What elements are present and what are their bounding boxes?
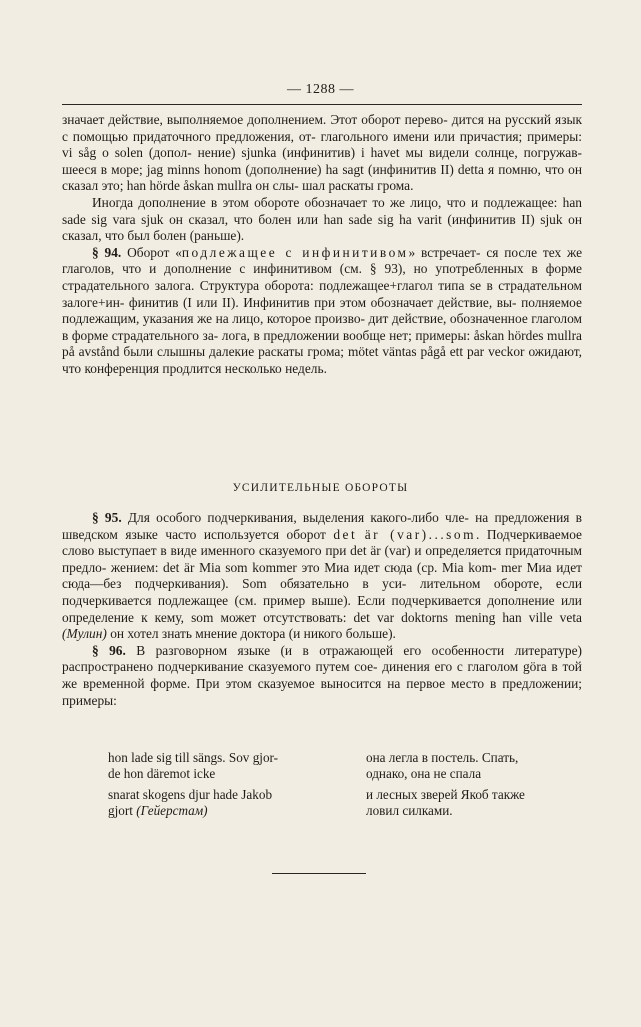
example-row [108,787,588,820]
section-number: § 95. [92,510,122,525]
spaced-term: är (var)...som [364,526,476,542]
section-title: УСИЛИТЕЛЬНЫЕ ОБОРОТЫ [232,482,409,494]
body-text-lower [62,510,582,709]
section-number: § 94. [92,244,122,260]
example-russian: она легла в постель. Спать, однако, она не спала [366,750,519,782]
example-russian: и лесных зверей Якоб также ловил силками. [366,786,525,819]
paragraph-2: Иногда дополнение в этом обороте обозначает то же лицо, что и подлежащее: han sade sig vara sjuk он сказал, что болен или han sade sig ha varit (инфинитив II) sjuk он сказал, что был болен (раньше). [62,194,582,244]
section-number: § 96. [92,642,126,658]
paragraph-95: § 95. Для особого подчеркивания, выделения какого-либо чле- на предложения в шведском языке часто используется оборот det är (var)...som. Подчеркиваемое слово выступает в виде именного сказуемого при det är (var) и определяется придаточным предло- жением: det är Mia som kommer это Миа идет сюда (ср. Mia kom- mer Миа идет сюда—без подчеркивания). Som обязательно в уси- лительном обороте, если подчеркивается подлежащее (см. пример выше). Если подчеркивается дополнение или определение к кему, som может отсутствовать: det var doktorns mening han ville veta (Мулин) он хотел знать мнение доктора (и никого больше). [62,510,583,642]
example-row [108,750,588,783]
examples-table [108,750,588,824]
paragraph-96: § 96. В разговорном языке (и в отражающей его особенности литературе) распространено подчеркивание сказуемого путем сое- динения его с глаголом göra в той же временной форме. При этом сказуемое выносится на первое место в предложении; примеры: [62,642,582,708]
example-swedish: hon lade sig till sängs. Sov gjor- de hon däremot icke [108,750,279,782]
paragraph-94: § 94. Оборот «подлежащее с инфинитивом» встречает- ся после тех же глаголов, что и дополнение с инфинитивом (см. § 93), но употребленных в форме страдательного залога. Структура оборота: подлежащее+глагол типа se в страдательном залоге+ин- финитив (I или II). Инфинитив при этом обозначает действие, вы- полняемое подлежащим, указания же на лицо, которое произво- дит действие, обозначенное глаголом в форме страдательного за- лога, в предложении вообще нет; примеры: åskan hördes mullra på avstånd были слышны далекие раскаты грома; mötet väntas pågå ett par veckor ожидают, что конференция продлится несколько недель. [62,244,583,376]
closing-rule [272,873,366,874]
header-rule [62,104,582,105]
paragraph-1: значает действие, выполняемое дополнением. Этот оборот перево- дится на русский язык с помощью придаточного предложения, от- глагольного имени или причастия; примеры: vi såg o solen (допол- нение) sjunka (инфинитив) i havet мы видели солнце, погружав- шееся в море; jag minns honom (дополнение) ha sagt (инфинитив II) detta я помню, что он сказал это; han hörde åskan mullra он слы- шал раскаты грома. [62,112,582,194]
spaced-term: det [333,526,358,542]
page-number: — 1288 — [287,82,354,97]
author-citation: (Гейерстам) [136,803,208,819]
example-swedish: snarat skogens djur hade Jakob gjort (Гейерстам) [108,786,273,819]
author-citation: (Мулин) [62,626,107,642]
spaced-term: подлежащее с инфинитивом [181,244,409,260]
body-text-upper [62,112,582,378]
